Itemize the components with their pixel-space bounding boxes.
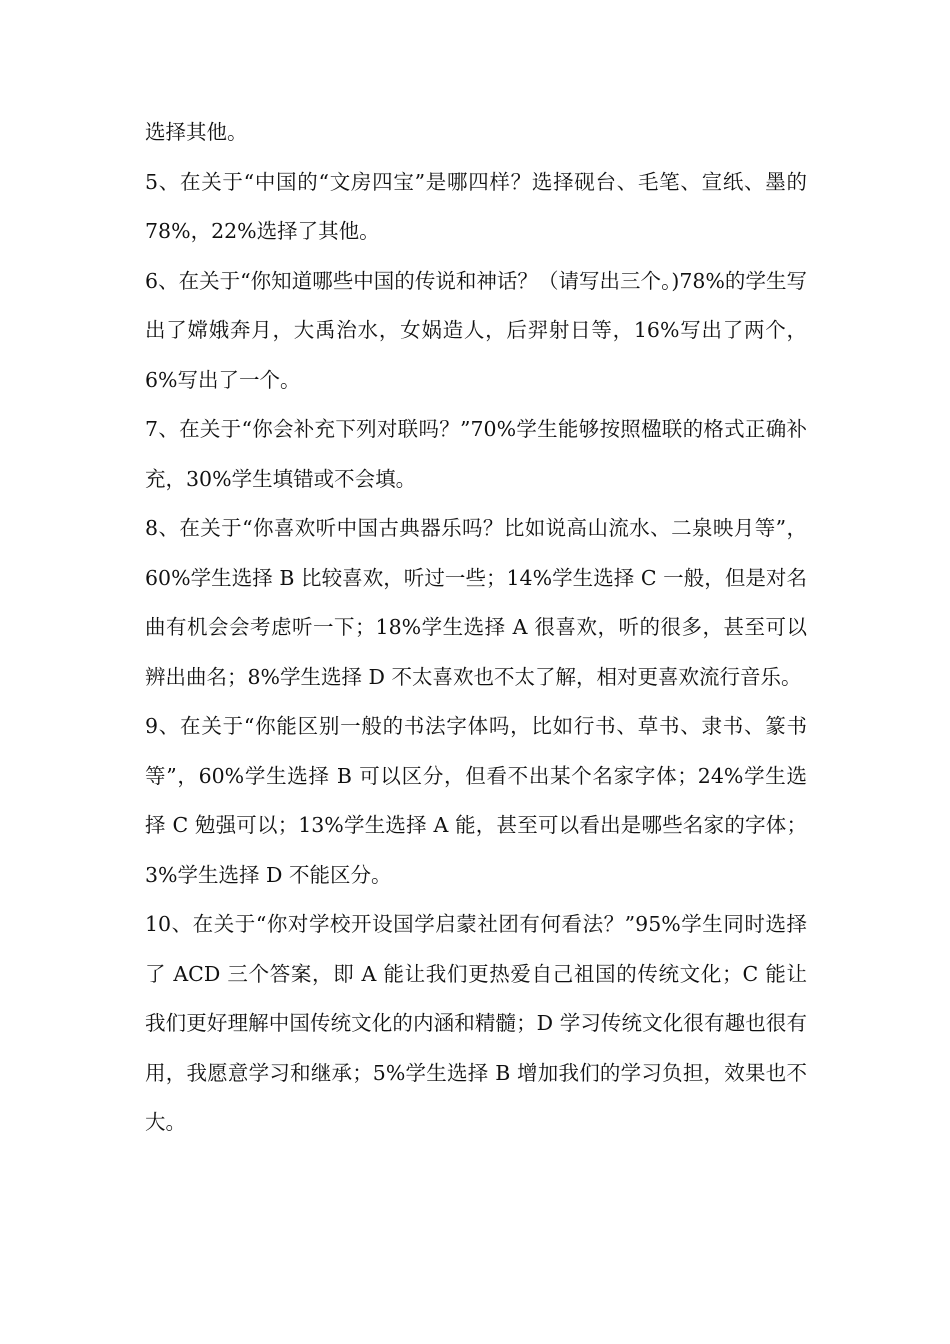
- paragraph-item-5: 5、在关于“中国的“文房四宝”是哪四样？选择砚台、毛笔、宣纸、墨的 78%，22%选择了其他。: [145, 169, 807, 243]
- paragraph-item-10: 10、在关于“你对学校开设国学启蒙社团有何看法？”95%学生同时选择了 ACD 三个答案，即 A 能让我们更热爱自己祖国的传统文化；C 能让我们更好理解中国传统文化的内涵和精髓；D 学习传统文化很有趣也很有用，我愿意学习和继承；5%学生选择 B 增加我们的学习负担，效果也不大。: [145, 912, 807, 1134]
- paragraph-item-9: 9、在关于“你能区别一般的书法字体吗，比如行书、草书、隶书、篆书等”，60%学生选择 B 可以区分，但看不出某个名家字体；24%学生选择 C 勉强可以；13%学生选择 A 能，甚至可以看出是哪些名家的字体；3%学生选择 D 不能区分。: [145, 714, 807, 887]
- paragraph-item-7: 7、在关于“你会补充下列对联吗？”70%学生能够按照楹联的格式正确补充，30%学生填错或不会填。: [145, 417, 807, 491]
- paragraph-continuation: 选择其他。: [145, 120, 248, 144]
- paragraph-item-8: 8、在关于“你喜欢听中国古典器乐吗？比如说高山流水、二泉映月等”，60%学生选择 B 比较喜欢，听过一些；14%学生选择 C 一般，但是对名曲有机会会考虑听一下；18%学生选择 A 很喜欢，听的很多，甚至可以辨出曲名；8%学生选择 D 不太喜欢也不太了解，相对更喜欢流行音乐。: [145, 516, 807, 689]
- document-body: [145, 108, 807, 1148]
- paragraph-item-6: 6、在关于“你知道哪些中国的传说和神话？（请写出三个。)78%的学生写出了嫦娥奔月，大禹治水，女娲造人，后羿射日等，16%写出了两个，6%写出了一个。: [145, 268, 807, 392]
